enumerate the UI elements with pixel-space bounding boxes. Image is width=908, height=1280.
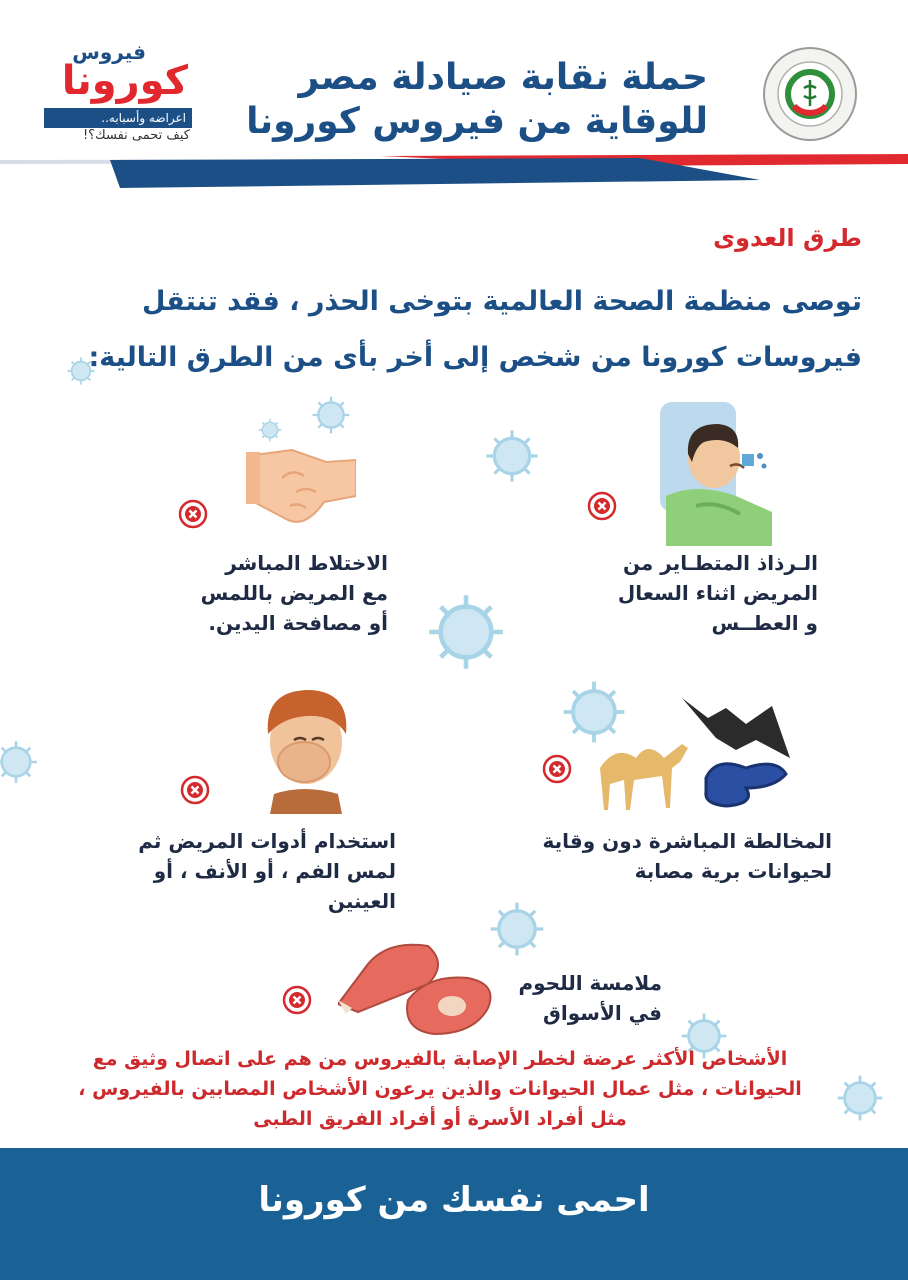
- way-meat-text: [518, 968, 662, 1028]
- animals-icon: [596, 688, 806, 820]
- virus-icon: [480, 424, 544, 488]
- page-title-line1: حملة نقابة صيادلة مصر: [298, 57, 708, 98]
- way-droplets-text: [618, 548, 818, 638]
- x-mark-icon: [178, 499, 208, 529]
- way-tools-line: العينين: [327, 889, 396, 913]
- way-droplets-line: و العطــس: [711, 611, 818, 635]
- risk-note-line: مثل أفراد الأسرة أو أفراد الفريق الطبى: [253, 1108, 627, 1130]
- footer-slogan: احمى نفسك من كورونا: [258, 1180, 650, 1220]
- way-droplets-line: الـرذاذ المتطـاير من: [622, 551, 818, 575]
- meat-icon: [338, 934, 498, 1036]
- page-title-line2: للوقاية من فيروس كورونا: [246, 101, 708, 142]
- way-contact-line: أو مصافحة اليدين.: [208, 611, 388, 635]
- way-tools-line: استخدام أدوات المريض ثم: [138, 829, 396, 853]
- logo-bar-text: اعراضه وأسبابه..: [44, 108, 192, 128]
- logo-sub-text: كيف تحمى نفسك؟!: [82, 128, 190, 143]
- way-animals-line: لحيوانات برية مصابة: [634, 859, 832, 883]
- intro-line2: فيروسات كورونا من شخص إلى أخر بأى من الطرق التالية:: [88, 342, 862, 373]
- page-title: [188, 56, 708, 144]
- way-meat-line: في الأسواق: [543, 1001, 662, 1025]
- header-swoosh: [0, 150, 908, 190]
- virus-icon: [832, 1070, 888, 1126]
- way-contact-line: مع المريض باللمس: [200, 581, 388, 605]
- corona-campaign-logo: [36, 40, 196, 150]
- way-animals-text: [542, 826, 832, 886]
- x-mark-icon: [282, 985, 312, 1015]
- logo-small-text: فيروس: [72, 40, 146, 64]
- way-meat-line: ملامسة اللحوم: [518, 971, 662, 995]
- way-animals-line: المخالطة المباشرة دون وقاية: [542, 829, 832, 853]
- virus-icon: [0, 736, 42, 788]
- risk-note-line: الأشخاص الأكثر عرضة لخطر الإصابة بالفيروس من هم على اتصال وثيق مع: [92, 1048, 788, 1070]
- way-tools-line: لمس الفم ، أو الأنف ، أو: [153, 859, 396, 883]
- virus-icon: [420, 586, 512, 678]
- risk-group-note: [40, 1044, 840, 1134]
- way-droplets-line: المريض اثناء السعال: [617, 581, 818, 605]
- logo-big-text: كورونا: [61, 58, 188, 104]
- risk-note-line: الحيوانات ، مثل عمال الحيوانات والذين يرعون الأشخاص المصابين بالفيروس ،: [78, 1078, 802, 1100]
- x-mark-icon: [542, 754, 572, 784]
- syndicate-seal-icon: [760, 44, 860, 144]
- way-contact-text: [201, 548, 388, 638]
- way-contact-line: الاختلاط المباشر: [225, 551, 388, 575]
- face-touch-icon: [254, 684, 358, 814]
- intro-line1: توصى منظمة الصحة العالمية بتوخى الحذر ، فقد تنتقل: [142, 286, 862, 317]
- section-title: طرق العدوى: [713, 224, 862, 252]
- x-mark-icon: [587, 491, 617, 521]
- intro-text: [42, 274, 862, 386]
- cough-person-icon: [656, 396, 776, 546]
- handshake-icon: [246, 432, 356, 532]
- way-tools-text: [138, 826, 396, 916]
- x-mark-icon: [180, 775, 210, 805]
